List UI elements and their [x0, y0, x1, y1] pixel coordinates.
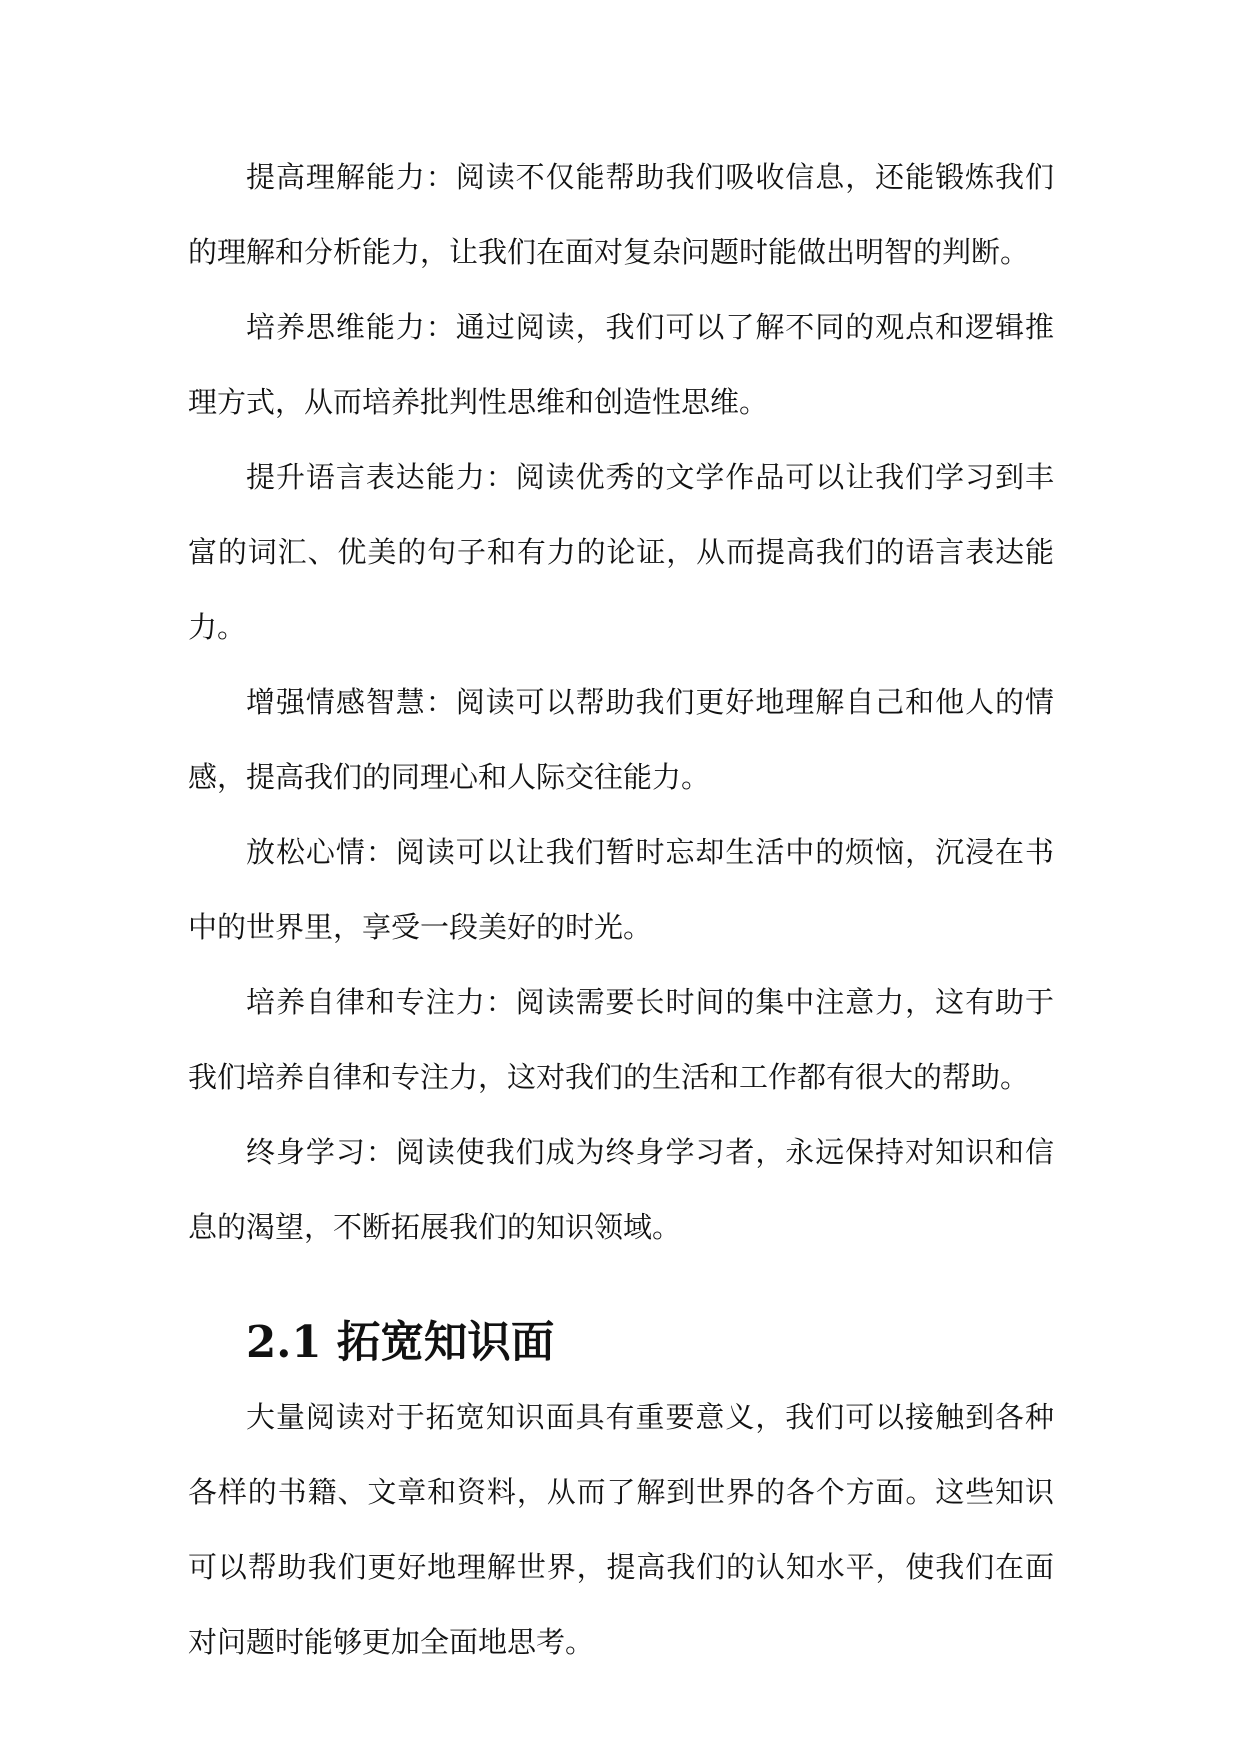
- paragraph-lifelong: 终身学习：阅读使我们成为终身学习者，永远保持对知识和信息的渴望，不断拓展我们的知识领域。: [188, 1135, 1054, 1244]
- paragraph-thinking: 培养思维能力：通过阅读，我们可以了解不同的观点和逻辑推理方式，从而培养批判性思维和创造性思维。: [188, 310, 1054, 419]
- paragraph-broaden-knowledge: 大量阅读对于拓宽知识面具有重要意义，我们可以接触到各种各样的书籍、文章和资料，从而了解到世界的各个方面。这些知识可以帮助我们更好地理解世界，提高我们的认知水平，使我们在面对问题时能够更加全面地思考。: [188, 1400, 1054, 1659]
- paragraph-comprehension: 提高理解能力：阅读不仅能帮助我们吸收信息，还能锻炼我们的理解和分析能力，让我们在面对复杂问题时能做出明智的判断。: [188, 160, 1054, 269]
- section-heading: 2.1 拓宽知识面: [246, 1317, 555, 1368]
- document-body: [188, 140, 1054, 1680]
- paragraph-focus: 培养自律和专注力：阅读需要长时间的集中注意力，这有助于我们培养自律和专注力，这对我们的生活和工作都有很大的帮助。: [188, 985, 1054, 1094]
- paragraph-language: 提升语言表达能力：阅读优秀的文学作品可以让我们学习到丰富的词汇、优美的句子和有力的论证，从而提高我们的语言表达能力。: [188, 460, 1054, 644]
- paragraph-emotion: 增强情感智慧：阅读可以帮助我们更好地理解自己和他人的情感，提高我们的同理心和人际交往能力。: [188, 685, 1054, 794]
- paragraph-relax: 放松心情：阅读可以让我们暂时忘却生活中的烦恼，沉浸在书中的世界里，享受一段美好的时光。: [188, 835, 1054, 944]
